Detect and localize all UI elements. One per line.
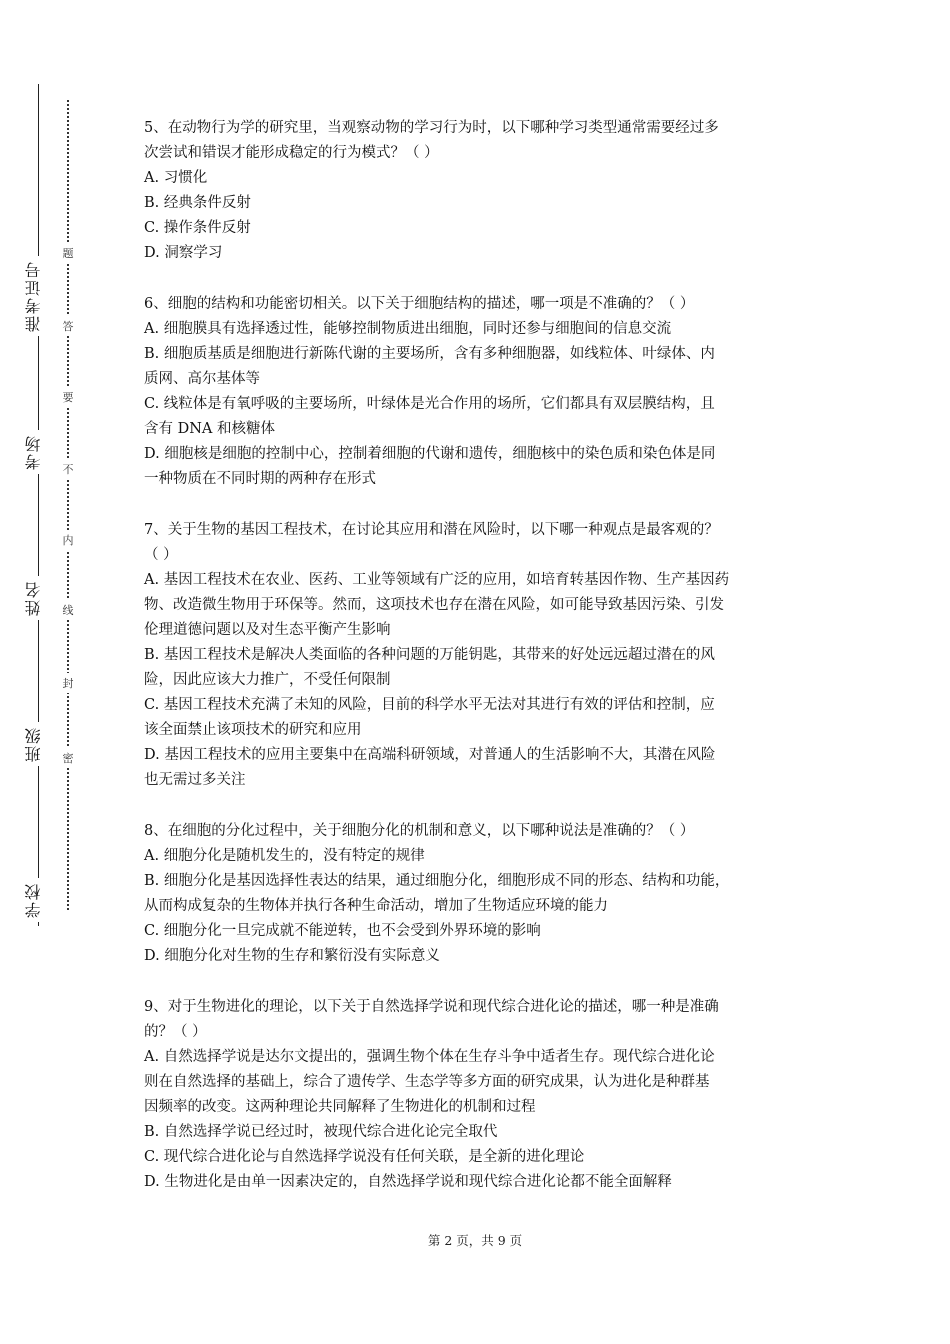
question-stem-line: 8、在细胞的分化过程中，关于细胞分化的机制和意义，以下哪种说法是准确的？（ ） [144, 823, 695, 839]
option-text-line: A. 习惯化 [144, 170, 208, 186]
option-text-line: D. 细胞分化对生物的生存和繁衍没有实际意义 [144, 948, 440, 964]
field-school-label: 学校 [22, 878, 54, 922]
option-text-line: 该全面禁止该项技术的研究和应用 [144, 722, 362, 738]
option-text-line: 从而构成复杂的生物体并执行各种生命活动，增加了生物适应环境的能力 [144, 898, 608, 914]
option-A[interactable] [144, 1045, 816, 1120]
option-text-line: B. 自然选择学说已经过时，被现代综合进化论完全取代 [144, 1124, 498, 1140]
option-A[interactable] [144, 844, 816, 869]
option-text-line: B. 细胞分化是基因选择性表达的结果，通过细胞分化，细胞形成不同的形态、结构和功能， [144, 873, 730, 889]
seal-char-ti: 题 [60, 243, 76, 263]
question-8 [144, 819, 816, 969]
question-9 [144, 995, 816, 1195]
option-text-line: B. 经典条件反射 [144, 195, 251, 211]
seal-char-nei: 内 [60, 530, 76, 550]
option-A[interactable] [144, 317, 816, 342]
option-B[interactable] [144, 869, 816, 919]
seal-char-da: 答 [60, 316, 76, 336]
question-stem-line: 6、细胞的结构和功能密切相关。以下关于细胞结构的描述，哪一项是不准确的？（ ） [144, 296, 695, 312]
question-5 [144, 116, 816, 266]
field-exam-room-label: 考场 [22, 430, 54, 474]
binding-solid-line [38, 84, 39, 926]
option-text-line: A. 基因工程技术在农业、医药、工业等领域有广泛的应用，如培育转基因作物、生产基因药 [144, 572, 730, 588]
option-text-line: 含有 DNA 和核糖体 [144, 421, 276, 437]
question-stem-line: 次尝试和错误才能形成稳定的行为模式？（ ） [144, 145, 439, 161]
option-text-line: A. 细胞分化是随机发生的，没有特定的规律 [144, 848, 425, 864]
option-text-line: D. 细胞核是细胞的控制中心，控制着细胞的代谢和遗传，细胞核中的染色质和染色体是同 [144, 446, 716, 462]
seal-char-yao: 要 [60, 387, 76, 407]
option-text-line: D. 生物进化是由单一因素决定的，自然选择学说和现代综合进化论都不能全面解释 [144, 1174, 672, 1190]
question-stem-line: 7、关于生物的基因工程技术，在讨论其应用和潜在风险时，以下哪一种观点是最客观的？ [144, 522, 719, 538]
question-6 [144, 292, 816, 492]
option-text-line: D. 基因工程技术的应用主要集中在高端科研领域，对普通人的生活影响不大，其潜在风险 [144, 747, 716, 763]
option-text-line: 伦理道德问题以及对生态平衡产生影响 [144, 622, 391, 638]
seal-char-feng: 封 [60, 673, 76, 693]
option-D[interactable] [144, 1170, 816, 1195]
option-A[interactable] [144, 166, 816, 191]
option-text-line: C. 操作条件反射 [144, 220, 251, 236]
field-name-label: 姓名 [22, 576, 54, 620]
field-class-label: 班级 [22, 722, 54, 766]
option-text-line: C. 线粒体是有氧呼吸的主要场所，叶绿体是光合作用的场所，它们都具有双层膜结构，且 [144, 396, 715, 412]
question-list [144, 116, 816, 1221]
option-C[interactable] [144, 1145, 816, 1170]
question-stem-line: 5、在动物行为学的研究里，当观察动物的学习行为时，以下哪种学习类型通常需要经过多 [144, 120, 719, 136]
option-D[interactable] [144, 442, 816, 492]
option-C[interactable] [144, 919, 816, 944]
option-text-line: A. 自然选择学说是达尔文提出的，强调生物个体在生存斗争中适者生存。现代综合进化论 [144, 1049, 715, 1065]
option-D[interactable] [144, 241, 816, 266]
option-text-line: C. 基因工程技术充满了未知的风险，目前的科学水平无法对其进行有效的评估和控制，应 [144, 697, 715, 713]
seal-char-mi: 密 [60, 748, 76, 768]
option-text-line: 因频率的改变。这两种理论共同解释了生物进化的机制和过程 [144, 1099, 536, 1115]
option-text-line: 险，因此应该大力推广，不受任何限制 [144, 672, 391, 688]
question-7 [144, 518, 816, 793]
option-text-line: B. 细胞质基质是细胞进行新陈代谢的主要场所，含有多种细胞器，如线粒体、叶绿体、内 [144, 346, 715, 362]
option-text-line: 则在自然选择的基础上，综合了遗传学、生态学等多方面的研究成果，认为进化是种群基 [144, 1074, 710, 1090]
option-text-line: 一种物质在不同时期的两种存在形式 [144, 471, 376, 487]
option-B[interactable] [144, 191, 816, 216]
question-stem-line: 的？（ ） [144, 1024, 207, 1040]
option-C[interactable] [144, 392, 816, 442]
option-C[interactable] [144, 693, 816, 743]
binding-margin [0, 0, 100, 1344]
option-B[interactable] [144, 1120, 816, 1145]
option-text-line: 也无需过多关注 [144, 772, 246, 788]
option-B[interactable] [144, 342, 816, 392]
option-text-line: D. 洞察学习 [144, 245, 223, 261]
option-text-line: B. 基因工程技术是解决人类面临的各种问题的万能钥匙，其带来的好处远远超过潜在的风 [144, 647, 715, 663]
field-admission-number-label: 准考证号 [22, 256, 54, 336]
option-text-line: A. 细胞膜具有选择透过性，能够控制物质进出细胞，同时还参与细胞间的信息交流 [144, 321, 672, 337]
question-stem-line: 9、对于生物进化的理论，以下关于自然选择学说和现代综合进化论的描述，哪一种是准确 [144, 999, 719, 1015]
question-stem-line: （ ） [144, 547, 178, 563]
page-number: 第 2 页，共 9 页 [427, 1233, 523, 1248]
option-D[interactable] [144, 944, 816, 969]
option-B[interactable] [144, 643, 816, 693]
option-text-line: 物、改造微生物用于环保等。然而，这项技术也存在潜在风险，如可能导致基因污染、引发 [144, 597, 724, 613]
seal-char-xian: 线 [60, 600, 76, 620]
binding-dotted-line [67, 100, 69, 910]
option-text-line: 质网、高尔基体等 [144, 371, 260, 387]
option-A[interactable] [144, 568, 816, 643]
option-text-line: C. 细胞分化一旦完成就不能逆转，也不会受到外界环境的影响 [144, 923, 541, 939]
option-text-line: C. 现代综合进化论与自然选择学说没有任何关联，是全新的进化理论 [144, 1149, 585, 1165]
option-C[interactable] [144, 216, 816, 241]
option-D[interactable] [144, 743, 816, 793]
seal-char-bu: 不 [60, 459, 76, 479]
